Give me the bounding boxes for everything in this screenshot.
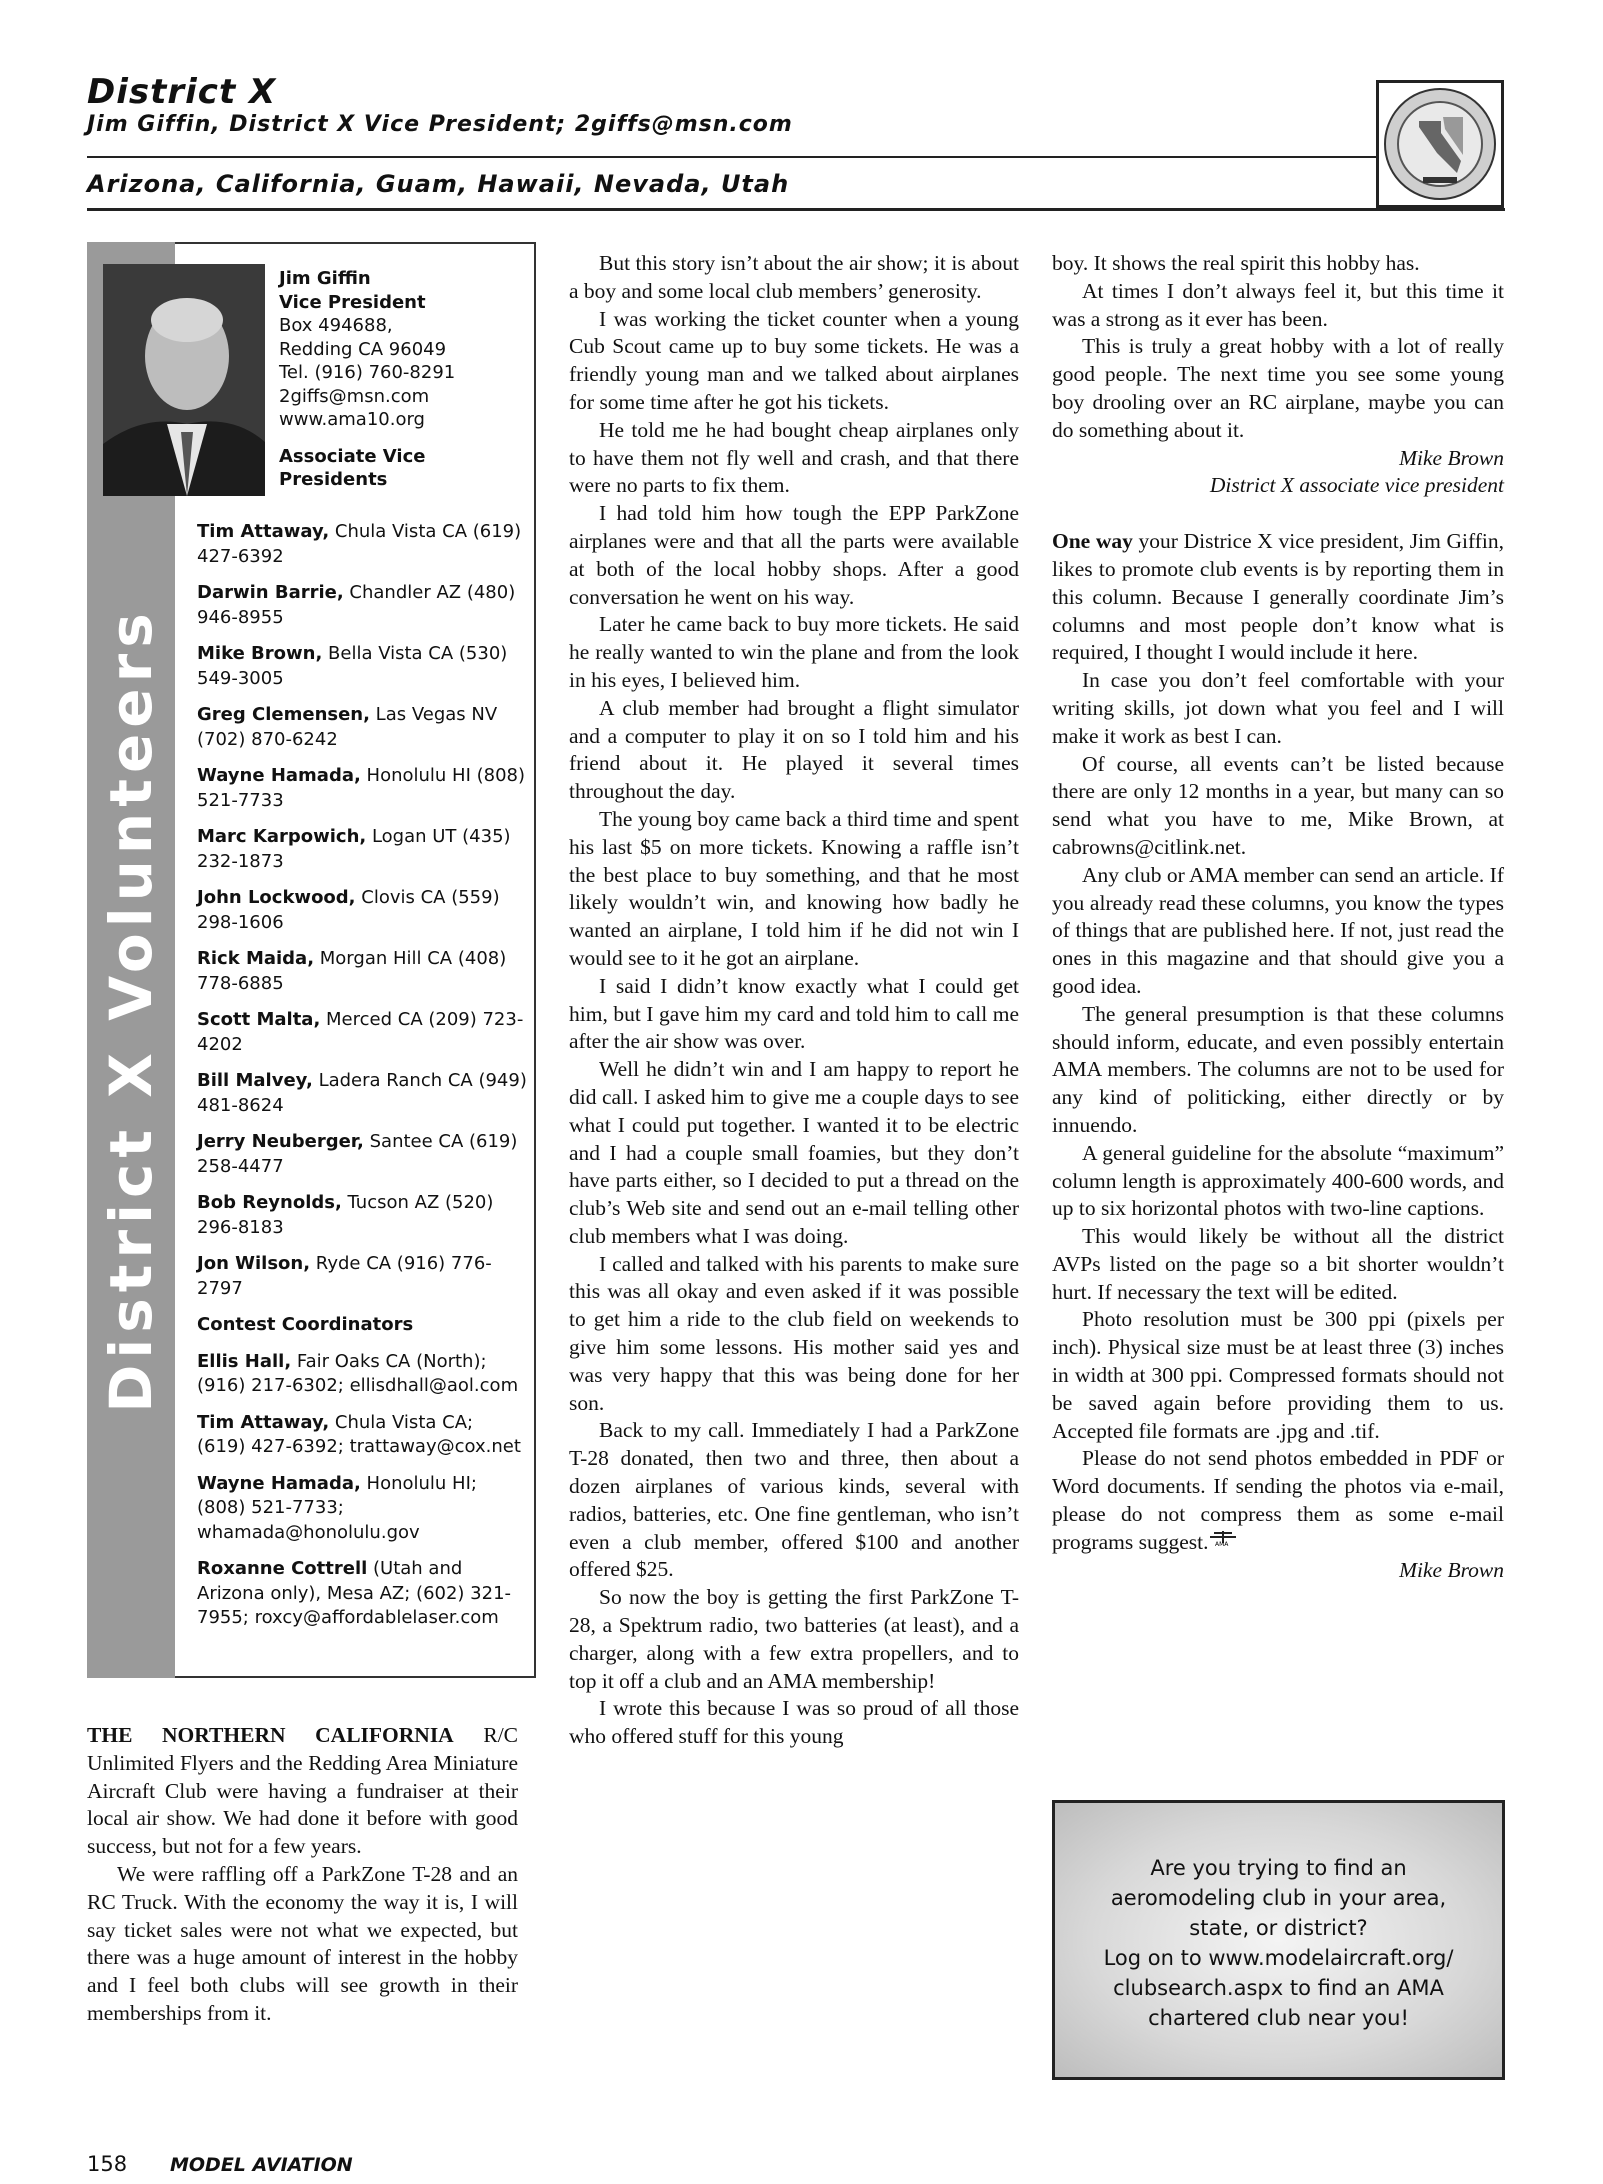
article-paragraph: Back to my call. Immediately I had a ParkZone T-28 donated, then two and three, then about a dozen airplanes of various kinds, several with radios, batteries, etc. One fine gentleman, who isn’t even a club member, offered $100 and another offered $25.: [569, 1418, 1019, 1582]
article-paragraph: I had told him how tough the EPP ParkZone airplanes were and that all the parts were available at both of the local hobby shops. After a good conversation he went on his way.: [569, 501, 1019, 609]
avp-list: [197, 520, 527, 1643]
article-lead: One way: [1052, 529, 1133, 554]
avp-details: Logan UT (435) 232-1873: [197, 826, 511, 872]
article-paragraph: Any club or AMA member can send an article. If you already read these columns, you know the types of things that are published here. If not, just read the ones in this magazine and that should give you a good idea.: [1052, 862, 1504, 998]
contest-entry: [197, 1557, 527, 1631]
article-lead: THE NORTHERN CALIFORNIA: [87, 1723, 454, 1747]
avp-details: Chula Vista CA (619) 427-6392: [197, 521, 522, 567]
volunteers-vertical-label: District X Volunteers: [97, 607, 165, 1413]
avp-name: John Lockwood,: [197, 887, 356, 908]
article-paragraph: I said I didn’t know exactly what I could get him, but I gave him my card and told him to call me after the air show was over.: [569, 973, 1019, 1054]
avp-name: Jerry Neuberger,: [197, 1131, 364, 1152]
article-paragraph: [1052, 528, 1504, 667]
article-paragraph: boy. It shows the real spirit this hobby has.: [1052, 251, 1420, 275]
avp-entry: [197, 886, 527, 935]
article-paragraph: I called and talked with his parents to make sure this was all okay and even asked if it was possible to get him a ride to the club field on weekends to give him some lessons. His mother said yes and was very happy that this was being done for her son.: [569, 1251, 1019, 1415]
ad-line[interactable]: clubsearch.aspx to find an AMA: [1113, 1976, 1444, 2000]
ad-instructions: [1055, 1943, 1502, 2033]
svg-text:AMA: AMA: [1215, 1540, 1229, 1547]
contest-heading: Contest Coordinators: [197, 1314, 414, 1335]
district-logo: [1376, 80, 1504, 208]
contest-details: (Utah and Arizona only), Mesa AZ; (602) 321-7955; roxcy@affordablelaser.com: [197, 1558, 512, 1628]
avp-details: Santee CA (619) 258-4477: [197, 1131, 518, 1177]
article-paragraph: This would likely be without all the district AVPs listed on the page so a bit shorter wouldn’t hurt. If necessary the text will be edited.: [1052, 1224, 1504, 1304]
avp-name: Bob Reynolds,: [197, 1192, 342, 1213]
article-paragraph: This is truly a great hobby with a lot of really good people. The next time you see some young boy drooling over an RC airplane, maybe you can do something about it.: [1052, 334, 1504, 442]
ad-line: chartered club near you!: [1148, 2006, 1409, 2030]
contest-details: Chula Vista CA; (619) 427-6392; trattaway@cox.net: [197, 1411, 521, 1457]
vp-address1: Box 494688,: [279, 315, 393, 336]
article-text: Please do not send photos embedded in PDF or Word documents. If sending the photos via e-mail, please do not compress them as some e-mail programs suggest.: [1052, 1446, 1504, 1554]
vp-email[interactable]: 2giffs@msn.com: [279, 385, 430, 407]
avp-name: Scott Malta,: [197, 1009, 321, 1030]
article-paragraph: At times I don’t always feel it, but this time it was a strong as it ever has been.: [1052, 278, 1504, 331]
avp-entry: [197, 1252, 527, 1301]
avp-name: Bill Malvey,: [197, 1070, 313, 1091]
avp-name: Mike Brown,: [197, 643, 323, 664]
article-column-2: [569, 250, 1019, 1751]
avp-details: Ladera Ranch CA (949) 481-8624: [197, 1070, 527, 1116]
avp-heading: Associate Vice Presidents: [279, 445, 426, 490]
contest-entry: [197, 1472, 527, 1546]
header-rule: [87, 208, 1505, 211]
article-paragraph: Photo resolution must be 300 ppi (pixels per inch). Physical size must be at least three (3) inches in width at 300 ppi. Compressed formats should not be saved again before providing them to us. Accepted file formats are .jpg and .tif.: [1052, 1307, 1504, 1443]
district-states: Arizona, California, Guam, Hawaii, Nevada, Utah: [87, 170, 790, 198]
avp-details: Ryde CA (916) 776-2797: [197, 1253, 492, 1299]
club-search-ad: [1052, 1800, 1505, 2080]
avp-entry: [197, 1191, 527, 1240]
article-paragraph: He told me he had bought cheap airplanes only to have them not fly well and crash, and that there were no parts to fix them.: [569, 417, 1019, 498]
portrait-image: [103, 264, 265, 496]
avp-details: Morgan Hill CA (408) 778-6885: [197, 948, 507, 994]
article-paragraph: I was working the ticket counter when a young Cub Scout came up to buy some tickets. He was a friendly young man and we talked about airplanes for some time after he got his tickets.: [569, 306, 1019, 414]
avp-details: Las Vegas NV (702) 870-6242: [197, 704, 498, 750]
avp-entry: [197, 581, 527, 630]
vp-contact: [279, 267, 455, 492]
vp-phone: Tel. (916) 760-8291: [279, 362, 456, 383]
ad-question: Are you trying to find an aeromodeling club in your area, state, or district?: [1110, 1856, 1447, 1940]
avp-details: Tucson AZ (520) 296-8183: [197, 1192, 494, 1238]
avp-entry: [197, 1130, 527, 1179]
article-column-1: [87, 1722, 518, 2028]
avp-details: Clovis CA (559) 298-1606: [197, 887, 500, 933]
header-divider: [87, 156, 1377, 158]
article-text: your Districe X vice president, Jim Giffin, likes to promote club events is by reporting them in this column. Because I generally coordinate Jim’s columns and most people don’t know what is required, I thought I would include it here.: [1052, 529, 1504, 665]
avp-details: Merced CA (209) 723-4202: [197, 1009, 524, 1055]
avp-entry: [197, 764, 527, 813]
avp-entry: [197, 1008, 527, 1057]
avp-entry: [197, 947, 527, 996]
avp-details: Honolulu HI (808) 521-7733: [197, 765, 526, 811]
paragraph-spacer: [1052, 500, 1504, 528]
avp-name: Marc Karpowich,: [197, 826, 367, 847]
article-column-3: [1052, 250, 1504, 1584]
ama-end-mark-icon: [1208, 1529, 1238, 1547]
article-paragraph: [87, 1722, 518, 1861]
avp-entry: [197, 520, 527, 569]
contest-name: Roxanne Cottrell: [197, 1558, 368, 1579]
article-paragraph: Later he came back to buy more tickets. He said he really wanted to win the plane and from the look in his eyes, I believed him.: [569, 612, 1019, 692]
article-paragraph: Of course, all events can’t be listed because there are only 12 months in a year, but many can so send what you have to me, Mike Brown, at cabrowns@citlink.net.: [1052, 751, 1504, 859]
page-number: 158: [87, 2152, 128, 2176]
avp-name: Wayne Hamada,: [197, 765, 361, 786]
vp-title: Vice President: [279, 291, 426, 313]
article-paragraph: So now the boy is getting the first ParkZone T-28, a Spektrum radio, two batteries (at least), and a charger, along with a few extra propellers, and to top it off a club and an AMA membership!: [569, 1585, 1019, 1693]
signature-name: Mike Brown: [1399, 445, 1504, 470]
signature-name: Mike Brown: [1399, 1557, 1504, 1582]
vp-portrait: [103, 264, 265, 496]
article-text: R/C Unlimited Flyers and the Redding Area Miniature Aircraft Club were having a fundraiser at their local air show. We had done it before with good success, but not for a few years.: [87, 1723, 519, 1859]
article-paragraph: The general presumption is that these columns should inform, educate, and even possibly entertain AMA members. The columns are not to be used for any kind of politicking, either directly or by innuendo.: [1052, 1001, 1504, 1137]
signature-title: District X associate vice president: [1209, 473, 1504, 498]
page-subtitle: Jim Giffin, District X Vice President; 2giffs@msn.com: [87, 112, 793, 137]
article-paragraph: A club member had brought a flight simulator and a computer to play it on so I told him and his friend about it. He played it several times throughout the day.: [569, 695, 1019, 804]
contest-name: Wayne Hamada,: [197, 1472, 361, 1494]
article-paragraph: I wrote this because I was so proud of all those who offered stuff for this young: [569, 1696, 1019, 1749]
magazine-name: MODEL AVIATION: [170, 2154, 353, 2176]
article-paragraph: We were raffling off a ParkZone T-28 and an RC Truck. With the economy the way it is, I will say ticket sales were not what we expected, but there was a huge amount of interest in the hobby and I feel both clubs will see growth in their memberships from it.: [87, 1861, 518, 2025]
avp-name: Greg Clemensen,: [197, 704, 370, 725]
avp-entry: [197, 703, 527, 752]
contest-details: Honolulu HI; (808) 521-7733; whamada@honolulu.gov: [197, 1472, 477, 1543]
vp-address2: Redding CA 96049: [279, 338, 447, 360]
contest-entry: [197, 1411, 527, 1460]
avp-entry: [197, 642, 527, 691]
contest-name: Ellis Hall,: [197, 1350, 292, 1372]
article-paragraph: In case you don’t feel comfortable with your writing skills, jot down what you feel and I will make it work as best I can.: [1052, 668, 1504, 748]
vp-website[interactable]: www.ama10.org: [279, 409, 425, 430]
article-paragraph: The young boy came back a third time and spent his last $5 on more tickets. Knowing a raffle isn’t the best place to buy something, and that he most likely wouldn’t win, and knowing how badly he wanted an airplane, I told him if he did not win I would see to it he got an airplane.: [569, 806, 1019, 970]
article-paragraph: Well he didn’t win and I am happy to report he did call. I asked him to give me a couple days to see what I could put together. I wanted it to be electric and I had a couple small foamies, but they don’t have parts either, so I decided to put a thread on the club’s Web site and send out an e-mail telling other club members what I was doing.: [569, 1057, 1019, 1248]
contest-entry: [197, 1350, 527, 1399]
avp-name: Jon Wilson,: [197, 1253, 311, 1274]
article-paragraph: But this story isn’t about the air show; it is about a boy and some local club members’ generosity.: [569, 251, 1019, 303]
page-title: District X: [87, 72, 277, 112]
avp-entry: [197, 1069, 527, 1118]
contest-name: Tim Attaway,: [197, 1411, 330, 1433]
avp-details: Chandler AZ (480) 946-8955: [197, 582, 516, 628]
district-seal-icon: [1379, 83, 1501, 205]
avp-name: Tim Attaway,: [197, 521, 330, 542]
vp-name: Jim Giffin: [279, 268, 371, 289]
article-paragraph: [1052, 1445, 1504, 1556]
contest-details: Fair Oaks CA (North); (916) 217-6302; ellisdhall@aol.com: [197, 1350, 519, 1396]
article-paragraph: A general guideline for the absolute “maximum” column length is approximately 400-600 words, and up to six horizontal photos with two-line captions.: [1052, 1140, 1504, 1221]
avp-details: Bella Vista CA (530) 549-3005: [197, 643, 508, 689]
avp-entry: [197, 825, 527, 874]
avp-name: Darwin Barrie,: [197, 582, 344, 603]
ad-line[interactable]: Log on to www.modelaircraft.org/: [1103, 1946, 1454, 1970]
avp-name: Rick Maida,: [197, 948, 315, 969]
